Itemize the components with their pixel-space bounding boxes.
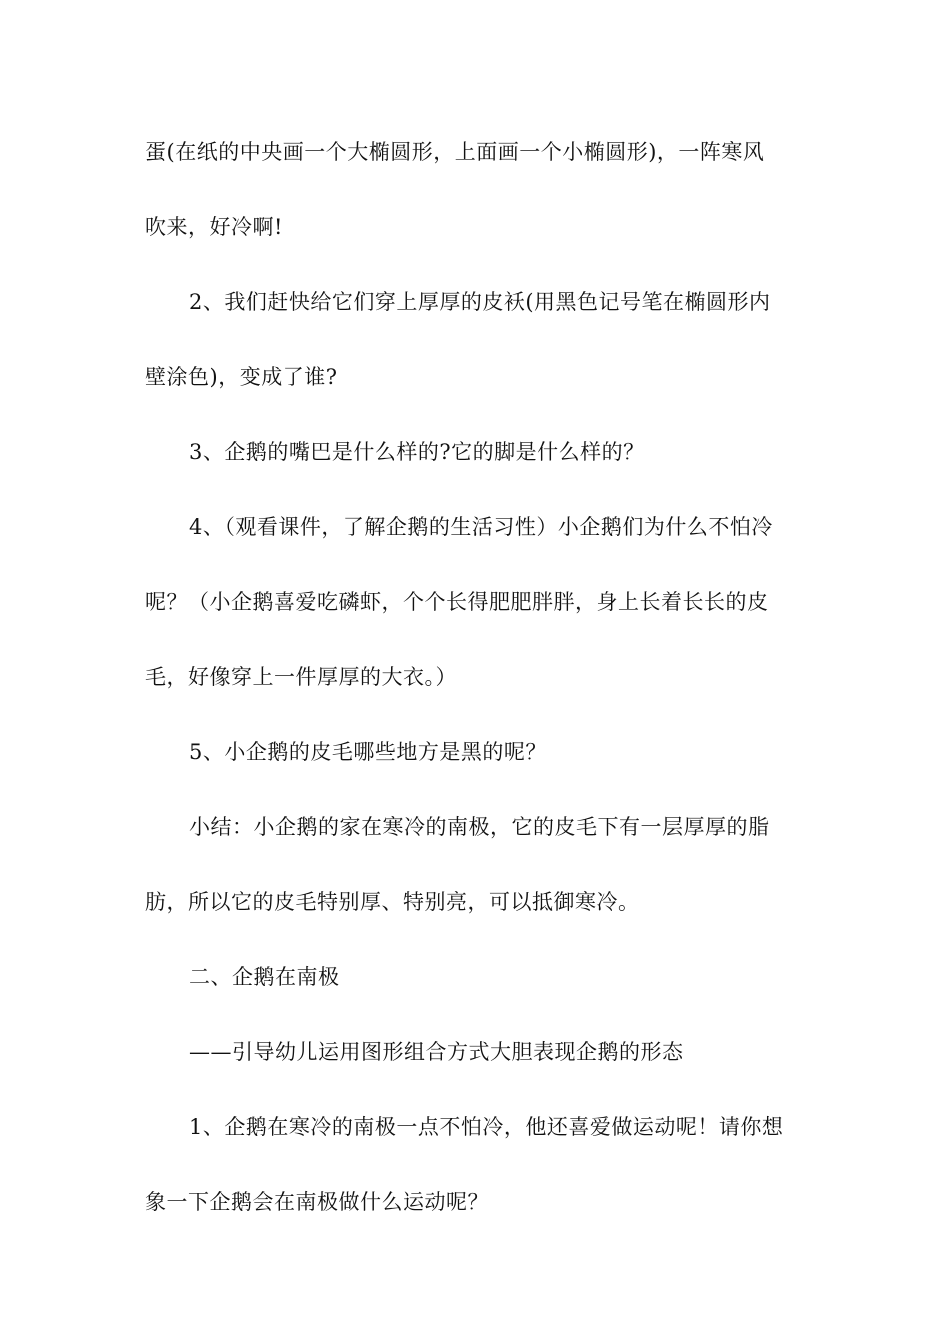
- text-line: 吹来，好冷啊!: [145, 215, 283, 239]
- text-line: 5、小企鹅的皮毛哪些地方是黑的呢？: [189, 740, 547, 764]
- text-line: 1、企鹅在寒冷的南极一点不怕冷，他还喜爱做运动呢！请你想: [189, 1115, 784, 1139]
- text-line: 壁涂色)，变成了谁?: [145, 365, 338, 389]
- text-line: 2、我们赶快给它们穿上厚厚的皮袄(用黑色记号笔在椭圆形内: [189, 290, 771, 314]
- text-line: 4、（观看课件，了解企鹅的生活习性）小企鹅们为什么不怕冷: [189, 515, 773, 539]
- text-line: 3、企鹅的嘴巴是什么样的?它的脚是什么样的？: [189, 440, 645, 464]
- text-line: 小结：小企鹅的家在寒冷的南极，它的皮毛下有一层厚厚的脂: [189, 815, 770, 839]
- text-line: 象一下企鹅会在南极做什么运动呢？: [145, 1190, 489, 1214]
- text-line: 肪，所以它的皮毛特别厚、特别亮，可以抵御寒冷。: [145, 890, 640, 914]
- section-subheading: ——引导幼儿运用图形组合方式大胆表现企鹅的形态: [189, 1040, 684, 1064]
- text-line: 蛋(在纸的中央画一个大椭圆形，上面画一个小椭圆形)，一阵寒风: [145, 140, 765, 164]
- text-line: 呢？（小企鹅喜爱吃磷虾，个个长得肥肥胖胖，身上长着长长的皮: [145, 590, 769, 614]
- section-heading: 二、企鹅在南极: [189, 965, 340, 989]
- text-line: 毛，好像穿上一件厚厚的大衣。）: [145, 665, 457, 689]
